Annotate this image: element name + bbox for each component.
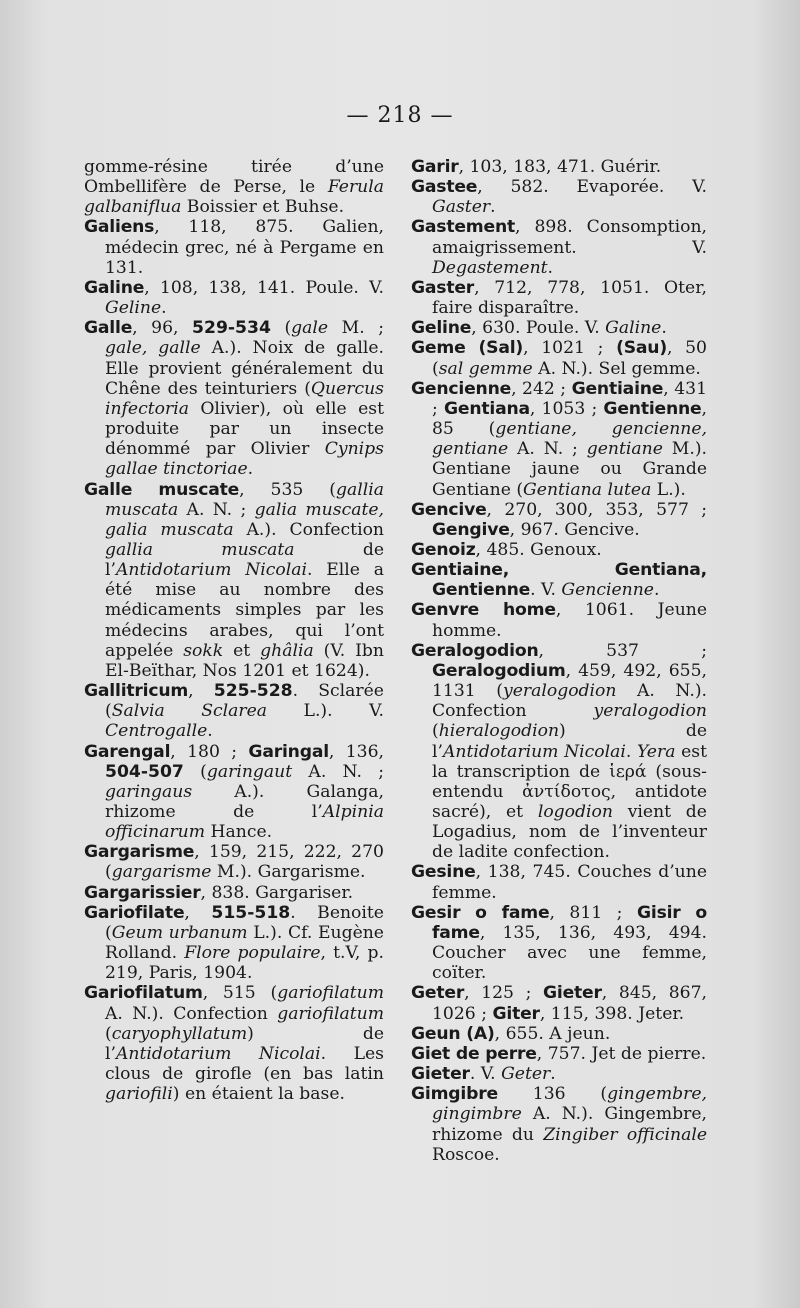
entry-headword: Geme (Sal)	[411, 338, 524, 359]
entry-text: ,	[184, 902, 212, 923]
dictionary-entry	[411, 862, 707, 902]
italic-text: Alpinia officinarum	[105, 802, 384, 843]
entry-text: vient de Logadius, nom de l’inventeur de ladite confection.	[432, 802, 707, 863]
entry-text: . Sclarée (	[105, 681, 384, 722]
italic-text: gariofilatum	[277, 983, 384, 1004]
italic-text: gale, galle	[105, 338, 201, 359]
entry-headword: Gastee	[411, 177, 478, 198]
page-number: — 218 —	[346, 103, 454, 128]
italic-text: gallia muscata	[105, 539, 295, 560]
entry-text: M.). Gentiane jaune ou Grande Gentiane (	[432, 439, 707, 500]
entry-text: (V. Ibn El-Beïthar, Nos 1201 et 1624).	[105, 640, 384, 681]
italic-text: gentiane, gencienne, gentiane	[432, 419, 708, 460]
entry-headword: Gisir o fame	[432, 902, 707, 943]
entry-text: , 535 (	[239, 479, 336, 500]
italic-text: ghâlia	[260, 640, 314, 661]
italic-text: sokk	[183, 640, 224, 661]
entry-text: A. N.). Sel gemme.	[532, 358, 701, 379]
entry-headword: Geun (A)	[411, 1023, 495, 1044]
entry-text: , 115, 398. Jeter.	[539, 1003, 685, 1024]
entry-headword: Gieter	[411, 1064, 470, 1085]
entry-headword: Galine	[84, 277, 145, 298]
italic-text: garingaut	[206, 761, 293, 782]
entry-text: L.). Cf. Eugène Rolland.	[105, 922, 384, 964]
entry-text: A. N. ;	[508, 439, 587, 460]
entry-text: , 159, 215, 222, 270 (	[105, 842, 384, 883]
entry-text: , 50 (	[432, 338, 707, 379]
entry-text: , 180 ;	[170, 741, 249, 762]
entry-headword: Gencive	[411, 499, 487, 520]
entry-headword: Gieter	[542, 983, 602, 1004]
entry-text: 136 (	[497, 1084, 608, 1105]
entry-text: A. N. ;	[178, 499, 255, 520]
dictionary-entry	[411, 600, 707, 640]
entry-text: , 108, 138, 141. Poule. V.	[144, 277, 384, 298]
entry-text: , 838. Gargariser.	[200, 882, 354, 903]
entry-text: ) en étaient la base.	[172, 1084, 346, 1105]
entry-headword: Giter	[492, 1003, 540, 1024]
entry-text: , 1053 ;	[529, 398, 604, 419]
italic-text: yeralogodion	[503, 681, 617, 702]
italic-text: Geum urbanum	[111, 922, 248, 943]
entry-text: (	[432, 721, 439, 742]
entry-text: .	[653, 580, 660, 601]
italic-text: gale	[291, 318, 329, 339]
dictionary-entry	[84, 742, 384, 843]
entry-headword: Garengal	[84, 741, 171, 762]
entry-text: , t.V, p. 219, Paris, 1904.	[105, 943, 384, 984]
entry-headword: Gesir o fame	[411, 902, 550, 923]
italic-text: Centrogalle	[105, 721, 208, 742]
entry-text: , 811 ;	[549, 902, 637, 923]
right-column	[411, 157, 707, 1165]
entry-text: .	[247, 459, 254, 480]
entry-headword: Gesine	[411, 862, 476, 883]
dictionary-entry	[411, 1044, 707, 1064]
dictionary-entry	[411, 641, 707, 863]
entry-text: ) de l’	[105, 1023, 384, 1064]
entry-text: , 85 (	[432, 398, 707, 440]
italic-text: Salvia Sclarea	[111, 701, 268, 722]
entry-headword: Galle	[84, 318, 133, 339]
entry-text: , 582. Evaporée. V.	[477, 177, 707, 198]
entry-text: .	[661, 318, 667, 339]
entry-text: L.). V.	[267, 701, 385, 722]
italic-text: galia muscate, galia muscata	[105, 499, 384, 540]
italic-text: Geline	[105, 298, 162, 319]
italic-text: Geter	[501, 1064, 551, 1085]
dictionary-entry	[411, 338, 707, 378]
entry-text: , 515 (	[202, 983, 278, 1004]
entry-text: gomme-résine tirée d’une Ombellifère de Perse, le	[84, 157, 384, 198]
entry-headword: Geline	[411, 318, 472, 339]
entry-headword: Gastement	[411, 217, 516, 238]
dictionary-entry	[411, 157, 707, 177]
italic-text: gallia muscata	[105, 479, 384, 520]
entry-text: . Elle a été mise au nombre des médicaments simples par les médecins arabes, qui l’ont appelée	[105, 560, 384, 661]
dictionary-entry	[411, 1024, 707, 1044]
entry-headword: Gargarisme	[84, 842, 195, 863]
entry-headword: Gargarissier	[84, 882, 201, 903]
entry-headword: Gariofilate	[84, 902, 185, 923]
entry-text: Boissier et Buhse.	[181, 197, 345, 218]
entry-headword: Geter	[411, 983, 465, 1004]
italic-text: Quercus infectoria	[105, 378, 384, 419]
entry-text: , 898. Consomption, amaigrissement. V.	[432, 217, 707, 258]
dictionary-entry	[411, 983, 707, 1023]
entry-text: M.). Gargarisme.	[211, 862, 366, 883]
entry-text: , 270, 300, 353, 577 ;	[486, 499, 707, 520]
italic-text: Degastement	[432, 257, 548, 278]
dictionary-entry	[84, 278, 384, 318]
dictionary-entry	[84, 842, 384, 882]
entry-text: , 712, 778, 1051. Oter, faire disparaître.	[432, 277, 707, 319]
italic-text: gariofili	[105, 1084, 173, 1105]
entry-text: , 103, 183, 471. Guérir.	[458, 157, 662, 177]
entry-text: , 655. A jeun.	[494, 1023, 611, 1044]
entry-text: . V.	[530, 580, 562, 601]
dictionary-entry	[84, 480, 384, 682]
entry-headword: Gariofilatum	[84, 983, 203, 1004]
entry-headword: Galiens	[84, 217, 155, 238]
entry-headword: Geralogodion	[411, 640, 539, 661]
italic-text: Ferula galbaniflua	[84, 177, 384, 218]
dictionary-entry	[411, 177, 707, 217]
dictionary-entry	[411, 540, 707, 560]
italic-text: Galine	[605, 318, 662, 339]
entry-text: , 138, 745. Couches d’une femme.	[432, 862, 707, 903]
dictionary-entry	[411, 500, 707, 540]
dictionary-entry	[84, 903, 384, 984]
entry-text: , 845, 867, 1026 ;	[432, 983, 707, 1024]
entry-text: . Les clous de girofle (en bas latin	[105, 1043, 384, 1085]
entry-text: A. N.). Gingembre, rhizome du	[432, 1104, 707, 1145]
entry-headword: Gallitricum	[84, 681, 189, 702]
dictionary-entry	[411, 1064, 707, 1084]
entry-text: .	[547, 257, 554, 278]
entry-text: L.).	[651, 479, 686, 500]
entry-text: , 1021 ;	[523, 338, 617, 359]
entry-text: Roscoe.	[432, 1144, 500, 1165]
entry-headword: Galle muscate	[84, 479, 240, 500]
italic-text: Flore populaire	[184, 943, 321, 964]
entry-headword: Gentiaine	[571, 378, 664, 399]
dictionary-entry	[411, 1084, 707, 1165]
entry-text: .	[550, 1064, 556, 1085]
entry-headword: Garir	[411, 157, 459, 177]
entry-headword: Garingal	[248, 741, 329, 762]
italic-text: gargarisme	[111, 862, 212, 883]
entry-text: . Benoite (	[105, 902, 384, 943]
entry-text: A. N. ;	[292, 761, 385, 782]
entry-text: .	[161, 298, 167, 319]
entry-text: A. N.). Confection	[432, 681, 707, 722]
entry-text: ,	[188, 681, 214, 702]
dictionary-entry	[84, 318, 384, 479]
entry-headword: Genvre home	[411, 600, 556, 621]
italic-text: hieralogodion	[438, 721, 560, 742]
entry-text: A.). Noix de galle. Elle provient généralement du Chêne des teinturiers (	[105, 338, 384, 399]
entry-text: (	[183, 761, 207, 782]
dictionary-entry	[84, 983, 384, 1104]
entry-text: , 537 ;	[538, 640, 707, 661]
entry-headword: Gencienne	[411, 378, 512, 399]
entry-text: est la transcription de ἱερά (sous-entendu ἀντίδοτος, antidote sacré), et	[432, 741, 707, 822]
entry-headword: Geralogodium	[432, 660, 566, 681]
italic-text: Gentiana lutea	[523, 479, 652, 500]
entry-text: M. ;	[328, 318, 385, 339]
entry-text: , 96,	[132, 318, 193, 339]
dictionary-entry	[84, 681, 384, 741]
entry-text: Hance.	[205, 822, 273, 843]
entry-text: et	[223, 640, 261, 661]
italic-text: Gaster	[432, 197, 491, 218]
italic-text: gariofilatum	[277, 1003, 384, 1024]
entry-text: . V.	[469, 1064, 502, 1085]
entry-text: , 757. Jet de pierre.	[536, 1043, 707, 1064]
entry-headword: (Sau)	[616, 338, 667, 359]
entry-text: , 459, 492, 655, 1131 (	[432, 660, 707, 702]
italic-text: Antidotarium Nicolai	[115, 1043, 321, 1064]
entry-text: A.). Galanga, rhizome de l’	[105, 781, 384, 822]
bold-reference: 529-534	[192, 318, 271, 339]
italic-text: gingembre, gingimbre	[432, 1084, 707, 1125]
italic-text: logodion	[537, 802, 613, 822]
italic-text: Gencienne	[561, 580, 654, 601]
italic-text: Yera	[636, 741, 676, 762]
entry-text: , 118, 875. Galien, médecin grec, né à Pergame en 131.	[105, 217, 384, 278]
entry-continuation	[84, 157, 384, 217]
entry-text: , 136,	[328, 741, 385, 762]
entry-text: , 967. Gencive.	[509, 519, 640, 540]
dictionary-entry	[411, 217, 707, 277]
entry-text: (	[105, 1023, 112, 1044]
italic-text: Zingiber officinale	[543, 1124, 707, 1145]
bold-reference: 525-528	[213, 681, 293, 702]
entry-headword: Gimgibre	[411, 1084, 498, 1105]
entry-headword: Genoiz	[411, 539, 476, 560]
italic-text: garingaus	[105, 781, 193, 802]
entry-text: de l’	[105, 539, 384, 581]
entry-headword: Gentiana	[443, 398, 530, 419]
italic-text: Cynips gallae tinctoriae	[105, 439, 384, 480]
entry-headword: Gaster	[411, 277, 475, 298]
dictionary-entry	[411, 318, 707, 338]
entry-text: .	[490, 197, 496, 218]
dictionary-entry	[411, 379, 707, 500]
bold-reference: 504-507	[105, 761, 184, 782]
entry-text: Olivier), où elle est produite par un insecte dénommé par Olivier	[105, 398, 384, 460]
dictionary-entry	[84, 217, 384, 277]
entry-text: , 1061. Jeune homme.	[432, 600, 708, 641]
italic-text: Antidotarium Nicolai	[442, 741, 626, 762]
dictionary-entry	[84, 883, 384, 903]
entry-text: (	[270, 318, 292, 339]
italic-text: Antidotarium Nicolai	[115, 560, 307, 581]
italic-text: yeralogodion	[593, 701, 707, 722]
dictionary-entry	[411, 278, 707, 318]
italic-text: caryophyllatum	[111, 1023, 248, 1044]
italic-text: gentiane	[586, 439, 663, 460]
entry-text: , 125 ;	[464, 983, 543, 1004]
entry-headword: Gentienne	[603, 398, 702, 419]
entry-text: ) de l’	[432, 721, 707, 762]
italic-text: sal gemme	[438, 358, 533, 379]
dictionary-entry	[411, 560, 707, 600]
entry-text: , 485. Genoux.	[475, 539, 602, 560]
bold-reference: 515-518	[211, 902, 291, 923]
entry-text: , 135, 136, 493, 494. Coucher avec une femme, coïter.	[432, 922, 707, 984]
dictionary-entry	[411, 903, 707, 984]
entry-text: A. N.). Confection	[105, 1003, 278, 1024]
entry-headword: Gentiaine, Gentiana, Gentienne	[411, 560, 707, 601]
entry-text: , 630. Poule. V.	[471, 318, 606, 339]
entry-text: .	[625, 741, 637, 762]
entry-text: , 242 ;	[511, 378, 572, 399]
entry-text: A.). Confection	[233, 519, 384, 540]
entry-text: .	[207, 721, 213, 742]
left-column	[84, 157, 384, 1104]
entry-headword: Giet de perre	[411, 1043, 537, 1064]
entry-headword: Gengive	[432, 519, 510, 540]
entry-text: , 431 ;	[432, 378, 708, 419]
